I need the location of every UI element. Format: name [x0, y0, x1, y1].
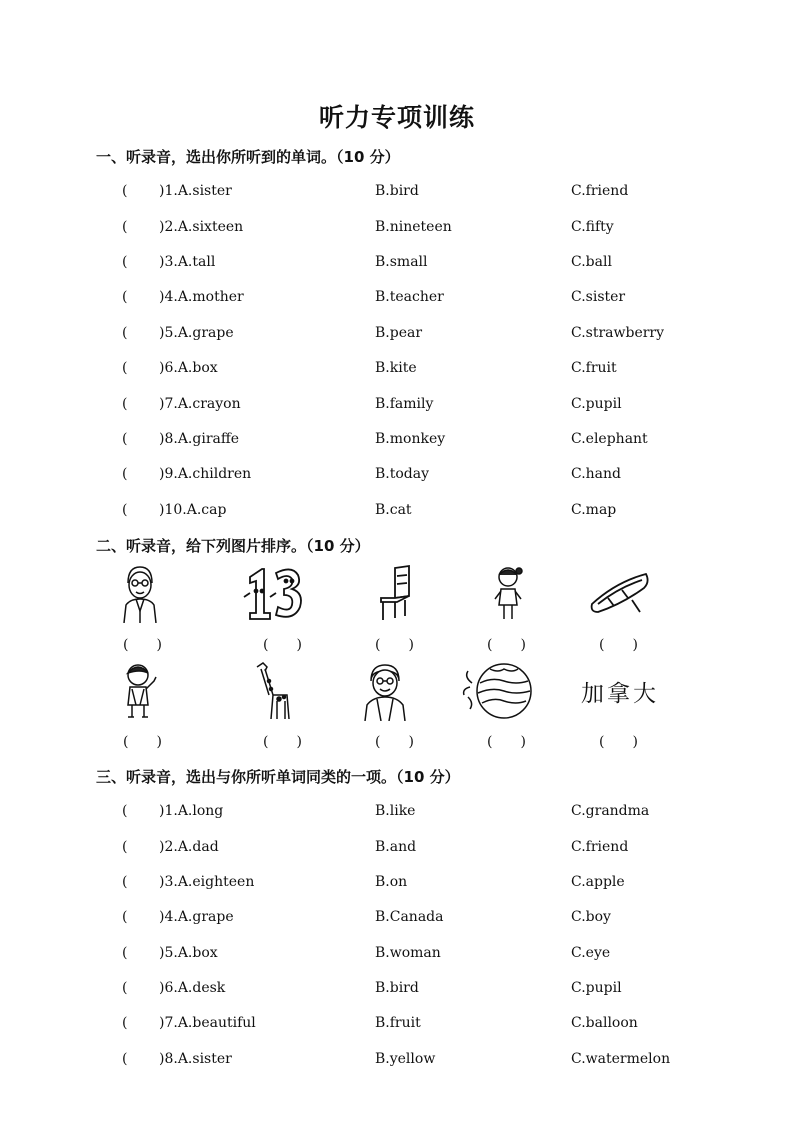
grandpa-teacher-icon — [120, 563, 160, 623]
option-a: )5.A.box — [159, 945, 218, 961]
option-c: C.balloon — [571, 1015, 638, 1031]
option-b: B.monkey — [375, 431, 446, 447]
option-a: )4.A.grape — [159, 909, 234, 925]
option-a: )7.A.beautiful — [159, 1015, 256, 1031]
answer-blank[interactable]: ( ) — [375, 637, 414, 653]
option-c: C.map — [571, 502, 617, 518]
picture-4 — [463, 562, 553, 624]
question-row — [0, 872, 794, 892]
option-b: B.woman — [375, 945, 441, 961]
option-b: B.today — [375, 466, 430, 482]
page-title: 听力专项训练 — [318, 103, 475, 132]
option-a: )1.A.long — [159, 803, 224, 819]
girl-icon — [491, 563, 525, 623]
option-c: C.grandma — [571, 803, 650, 819]
option-a: )6.A.desk — [159, 980, 226, 996]
question-row — [0, 500, 794, 520]
option-a: )1.A.sister — [159, 183, 232, 199]
option-b: B.small — [375, 254, 428, 270]
option-a: )6.A.box — [159, 360, 218, 376]
answer-paren[interactable]: ( — [122, 909, 128, 925]
question-row — [0, 287, 794, 307]
option-a: )8.A.sister — [159, 1051, 232, 1067]
picture-7 — [228, 660, 318, 722]
answer-paren[interactable]: ( — [122, 945, 128, 961]
boat-icon — [588, 568, 652, 618]
watermelon-icon — [458, 661, 538, 721]
question-row — [0, 429, 794, 449]
option-b: B.on — [375, 874, 408, 890]
question-row — [0, 978, 794, 998]
option-c: C.fruit — [571, 360, 617, 376]
option-a: )3.A.tall — [159, 254, 216, 270]
question-row — [0, 464, 794, 484]
option-b: B.pear — [375, 325, 423, 341]
option-c: C.strawberry — [571, 325, 665, 341]
option-c: C.boy — [571, 909, 611, 925]
option-c: C.fifty — [571, 219, 614, 235]
option-a: )7.A.crayon — [159, 396, 241, 412]
question-row — [0, 394, 794, 414]
question-row — [0, 323, 794, 343]
answer-blank[interactable]: ( ) — [375, 734, 414, 750]
picture-6 — [95, 660, 185, 722]
answer-paren[interactable]: ( — [122, 502, 128, 518]
question-row — [0, 943, 794, 963]
answer-paren[interactable]: ( — [122, 183, 128, 199]
section-1-heading: 一、听录音，选出你所听到的单词。（10 分） — [96, 148, 400, 166]
question-row — [0, 907, 794, 927]
picture-10 — [575, 660, 665, 722]
option-b: B.teacher — [375, 289, 444, 305]
option-a: )4.A.mother — [159, 289, 244, 305]
question-row — [0, 1049, 794, 1069]
option-b: B.fruit — [375, 1015, 421, 1031]
picture-2 — [228, 562, 318, 624]
option-b: B.yellow — [375, 1051, 436, 1067]
option-a: )10.A.cap — [159, 502, 227, 518]
question-row — [0, 801, 794, 821]
option-b: B.kite — [375, 360, 417, 376]
option-c: C.pupil — [571, 980, 622, 996]
answer-paren[interactable]: ( — [122, 1051, 128, 1067]
question-row — [0, 837, 794, 857]
answer-blank[interactable]: ( ) — [599, 637, 638, 653]
answer-blank[interactable]: ( ) — [599, 734, 638, 750]
answer-blank[interactable]: ( ) — [263, 637, 302, 653]
answer-paren[interactable]: ( — [122, 1015, 128, 1031]
number-13-icon — [236, 563, 310, 623]
boy-icon — [120, 661, 160, 721]
question-row — [0, 181, 794, 201]
option-b: B.and — [375, 839, 417, 855]
option-c: C.sister — [571, 289, 626, 305]
question-row — [0, 358, 794, 378]
option-c: C.watermelon — [571, 1051, 671, 1067]
answer-paren[interactable]: ( — [122, 980, 128, 996]
section-2-heading: 二、听录音，给下列图片排序。（10 分） — [96, 537, 370, 555]
section-3-heading: 三、听录音，选出与你所听单词同类的一项。（10 分） — [96, 768, 460, 786]
grandma-icon — [361, 661, 409, 721]
answer-paren[interactable]: ( — [122, 431, 128, 447]
answer-blank[interactable]: ( ) — [123, 637, 162, 653]
picture-8 — [340, 660, 430, 722]
option-b: B.bird — [375, 183, 419, 199]
answer-paren[interactable]: ( — [122, 396, 128, 412]
answer-blank[interactable]: ( ) — [487, 734, 526, 750]
option-c: C.pupil — [571, 396, 622, 412]
option-b: B.nineteen — [375, 219, 452, 235]
giraffe-icon — [251, 661, 295, 721]
picture-3 — [350, 562, 440, 624]
question-row — [0, 1013, 794, 1033]
answer-paren[interactable]: ( — [122, 219, 128, 235]
answer-paren[interactable]: ( — [122, 289, 128, 305]
chair-icon — [375, 564, 415, 622]
question-row — [0, 217, 794, 237]
answer-paren[interactable]: ( — [122, 254, 128, 270]
option-c: C.friend — [571, 839, 629, 855]
option-a: )2.A.dad — [159, 839, 219, 855]
answer-paren[interactable]: ( — [122, 839, 128, 855]
option-b: B.like — [375, 803, 416, 819]
option-a: )8.A.giraffe — [159, 431, 240, 447]
option-a: )9.A.children — [159, 466, 252, 482]
option-b: B.bird — [375, 980, 419, 996]
answer-paren[interactable]: ( — [122, 360, 128, 376]
question-row — [0, 252, 794, 272]
option-b: B.Canada — [375, 909, 444, 925]
canada-text: 加拿大 — [581, 680, 659, 707]
option-a: )5.A.grape — [159, 325, 234, 341]
picture-1 — [95, 562, 185, 624]
option-c: C.apple — [571, 874, 625, 890]
answer-paren[interactable]: ( — [122, 874, 128, 890]
answer-blank[interactable]: ( ) — [263, 734, 302, 750]
answer-paren[interactable]: ( — [122, 325, 128, 341]
option-c: C.elephant — [571, 431, 648, 447]
answer-blank[interactable]: ( ) — [487, 637, 526, 653]
option-c: C.eye — [571, 945, 611, 961]
option-a: )3.A.eighteen — [159, 874, 255, 890]
answer-blank[interactable]: ( ) — [123, 734, 162, 750]
option-a: )2.A.sixteen — [159, 219, 244, 235]
option-c: C.hand — [571, 466, 622, 482]
option-c: C.ball — [571, 254, 612, 270]
option-b: B.family — [375, 396, 434, 412]
picture-9 — [453, 660, 543, 722]
answer-paren[interactable]: ( — [122, 466, 128, 482]
option-b: B.cat — [375, 502, 412, 518]
picture-5 — [575, 562, 665, 624]
option-c: C.friend — [571, 183, 629, 199]
answer-paren[interactable]: ( — [122, 803, 128, 819]
